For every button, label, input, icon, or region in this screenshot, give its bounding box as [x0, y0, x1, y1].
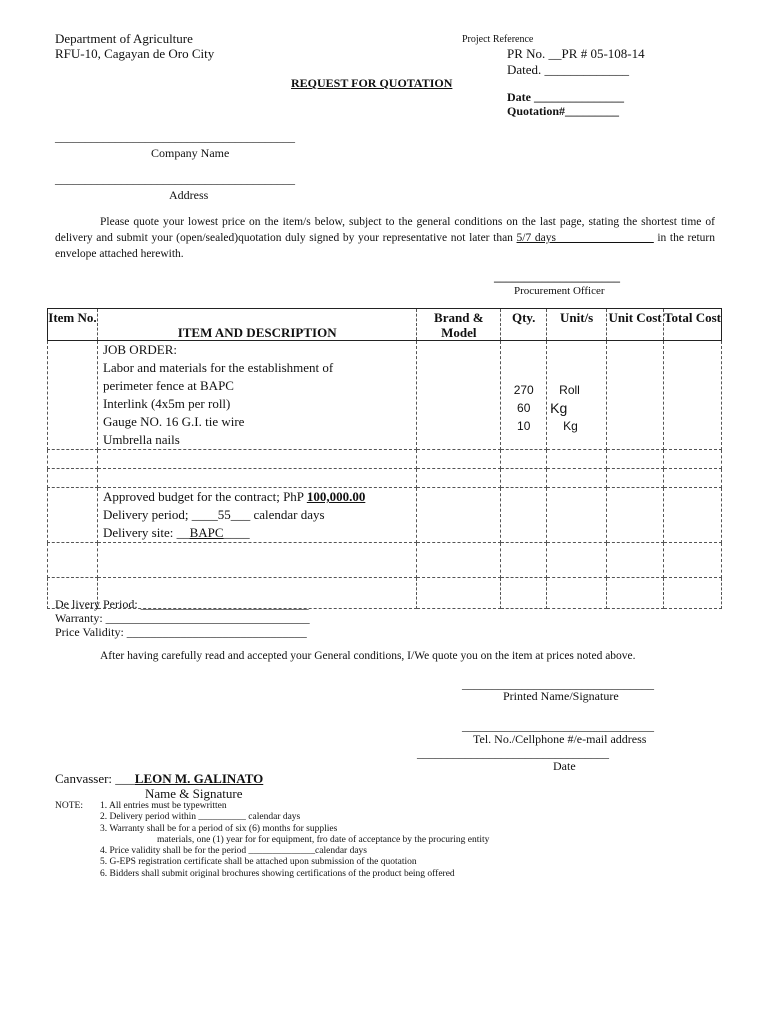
date-sign-label: Date [553, 759, 576, 773]
approved-budget [98, 488, 416, 506]
table-row [48, 341, 722, 450]
note-item: 2. Delivery period within __________ calendar days [100, 812, 301, 823]
delivery-period-field: De livery Period: ____________________________ [55, 597, 309, 611]
instruction-paragraph [55, 214, 715, 262]
item-qty: 60 [517, 401, 531, 415]
qty-cell [501, 341, 547, 450]
description-line-1: Labor and materials for the establishment of [102, 360, 334, 375]
budget-cell [97, 488, 416, 543]
office-name: RFU-10, Cagayan de Oro City [55, 46, 215, 61]
header-qty: Qty. [501, 309, 547, 341]
table-row [48, 543, 722, 578]
printed-name-label: Printed Name/Signature [503, 689, 619, 703]
company-name-line: ________________________________________ [55, 130, 295, 144]
canvasser-sub-label: Name & Signature [145, 786, 243, 801]
date-sign-line: ________________________________ [417, 746, 609, 760]
table-row [48, 488, 722, 543]
delivery-site [98, 524, 416, 542]
dated-field: Dated. _____________ [507, 62, 630, 77]
address-label: Address [169, 188, 209, 202]
acceptance-paragraph: After having carefully read and accepted your General conditions, I/We quote you on the item at prices noted above. [100, 650, 636, 662]
header-brand-model: Brand & Model [417, 309, 501, 341]
note-item: materials, one (1) year for for equipment, fro date of acceptance by the procuring entity [157, 834, 490, 845]
contact-label: Tel. No./Cellphone #/e-mail address [473, 732, 647, 746]
date-field: Date _______________ [507, 90, 624, 104]
document-title: REQUEST FOR QUOTATION [291, 76, 453, 90]
quotation-number-field: Quotation#_________ [507, 104, 620, 118]
approved-budget-amount: 100,000.00 [306, 489, 366, 504]
department-name: Department of Agriculture [55, 31, 193, 46]
canvasser-name: LEON M. GALINATO [134, 771, 264, 786]
description-line-2: perimeter fence at BAPC [102, 378, 234, 393]
canvasser-label: Canvasser: ___ [55, 771, 135, 786]
units-cell [547, 341, 607, 450]
header-total-cost: Total Cost [664, 309, 722, 341]
signature-line: ________________________________ [462, 677, 654, 691]
table-row [48, 469, 722, 488]
delivery-site-blank: ____ [223, 525, 250, 540]
header-item-description: ITEM AND DESCRIPTION [97, 309, 416, 341]
delivery-site-label: Delivery site: __ [102, 525, 190, 540]
canvasser [55, 771, 263, 787]
item-description: Gauge NO. 16 G.I. tie wire [102, 414, 245, 429]
instruction-text-end: in the return envelope attached herewith. [55, 232, 716, 260]
item-qty: 270 [513, 383, 534, 397]
deadline-days: 5/7 days_________________ [516, 232, 654, 244]
note-list [100, 801, 489, 880]
warranty-field: Warranty: __________________________________ [55, 611, 310, 625]
note-item: 3. Warranty shall be for a period of six (6) months for supplies [100, 823, 338, 834]
item-qty: 10 [517, 419, 531, 433]
pr-number: PR No. __PR # 05-108-14 [507, 46, 645, 61]
instruction-text: Please quote your lowest price on the item/s below, subject to the general conditions on the last page, stating the shortest time of delivery and submit your (open/sealed)quotation duly signed by your representative not later than [55, 216, 715, 244]
item-unit: Kg [550, 400, 568, 416]
company-name-label: Company Name [151, 146, 230, 160]
procurement-officer-label: Procurement Officer [514, 285, 605, 297]
note-item: 1. All entries must be typewritten [100, 801, 227, 811]
note-label: NOTE: [55, 801, 83, 811]
header-item-no: Item No. [48, 309, 98, 341]
job-order-label: JOB ORDER: [102, 342, 177, 357]
contact-line: ________________________________ [462, 719, 654, 733]
price-validity-field: Price Validity: ______________________________ [55, 625, 307, 639]
table-header-row [48, 309, 722, 341]
address-line: ________________________________________ [55, 172, 295, 186]
item-description: Interlink (4x5m per roll) [102, 396, 231, 411]
item-description-cell [97, 341, 416, 450]
table-row [48, 450, 722, 469]
items-table [47, 308, 722, 609]
header-units: Unit/s [547, 309, 607, 341]
approved-budget-label: Approved budget for the contract; PhP [102, 489, 307, 504]
project-reference-label: Project Reference [462, 34, 534, 45]
item-unit: Roll [559, 383, 580, 397]
item-unit: Kg [563, 419, 578, 433]
item-description: Umbrella nails [102, 432, 180, 447]
header-unit-cost: Unit Cost [607, 309, 664, 341]
note-item: 6. Bidders shall submit original brochures showing certifications of the product being offered [100, 868, 455, 879]
procurement-officer-line: _____________________ [494, 270, 620, 284]
note-item: 4. Price validity shall be for the period ______________calendar days [100, 846, 367, 857]
delivery-site-value: BAPC [189, 525, 224, 540]
note-item: 5. G-EPS registration certificate shall be attached upon submission of the quotation [100, 857, 417, 868]
delivery-period-line: Delivery period; ____55___ calendar days [102, 507, 325, 522]
